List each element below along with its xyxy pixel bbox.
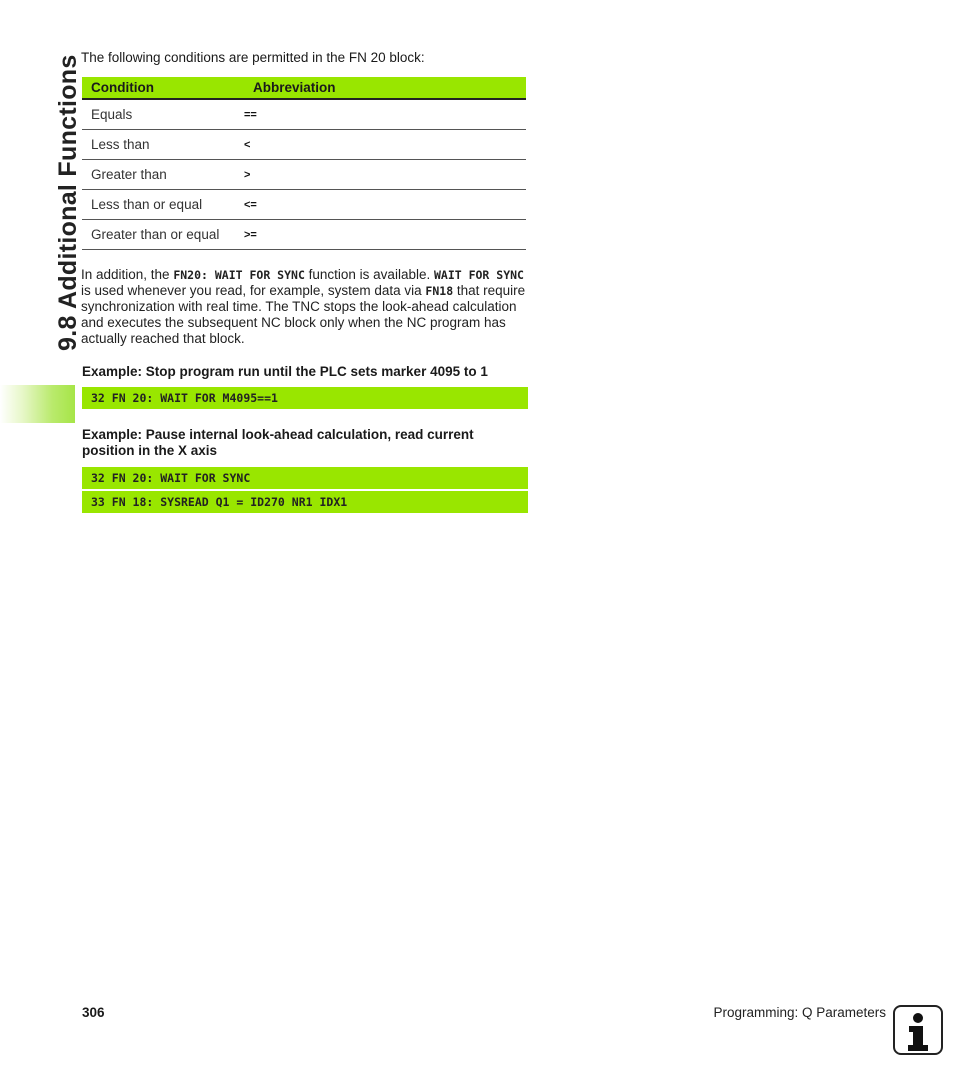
abbreviation-cell: == [244,99,526,130]
intro-text: The following conditions are permitted in the FN 20 block: [81,50,425,65]
abbreviation-cell: >= [244,220,526,250]
chapter-title: Programming: Q Parameters [713,1005,886,1020]
condition-cell: Equals [82,99,244,130]
condition-cell: Less than or equal [82,190,244,220]
code-keyword: FN18 [425,284,454,298]
paragraph-text: function is available. [304,267,434,282]
page-number: 306 [82,1005,105,1020]
abbreviation-cell: < [244,130,526,160]
example-heading: Example: Stop program run until the PLC sets marker 4095 to 1 [82,364,488,379]
table-row [82,99,526,130]
section-side-title [27,54,82,355]
header-abbreviation: Abbreviation [244,77,526,99]
info-icon [893,1005,943,1055]
code-keyword: WAIT FOR SYNC [433,268,524,282]
condition-cell: Greater than [82,160,244,190]
paragraph-text: that require synchronization with real time. The TNC stops the look-ahead calculation and executes the subsequent NC block only when the NC program has actually reached that block. [81,283,526,346]
table-row [82,190,526,220]
condition-table [82,77,526,250]
paragraph-text: In addition, the [81,267,174,282]
abbreviation-cell: <= [244,190,526,220]
table-row [82,160,526,190]
example-heading: Example: Pause internal look-ahead calculation, read current position in the X axis [82,427,474,458]
paragraph-text: is used whenever you read, for example, system data via [81,283,426,298]
section-title-text: 9.8 Additional Functions [54,54,82,351]
sync-paragraph [81,267,527,347]
table-row [82,130,526,160]
chapter-tab-marker [0,385,75,423]
table-header-row [82,77,526,99]
condition-cell: Less than [82,130,244,160]
abbreviation-cell: > [244,160,526,190]
code-block-line: 33 FN 18: SYSREAD Q1 = ID270 NR1 IDX1 [82,491,528,513]
code-block-line: 32 FN 20: WAIT FOR SYNC [82,467,528,489]
condition-cell: Greater than or equal [82,220,244,250]
header-condition: Condition [82,77,244,99]
code-keyword: FN20: WAIT FOR SYNC [173,268,305,282]
code-block-line: 32 FN 20: WAIT FOR M4095==1 [82,387,528,409]
table-row [82,220,526,250]
